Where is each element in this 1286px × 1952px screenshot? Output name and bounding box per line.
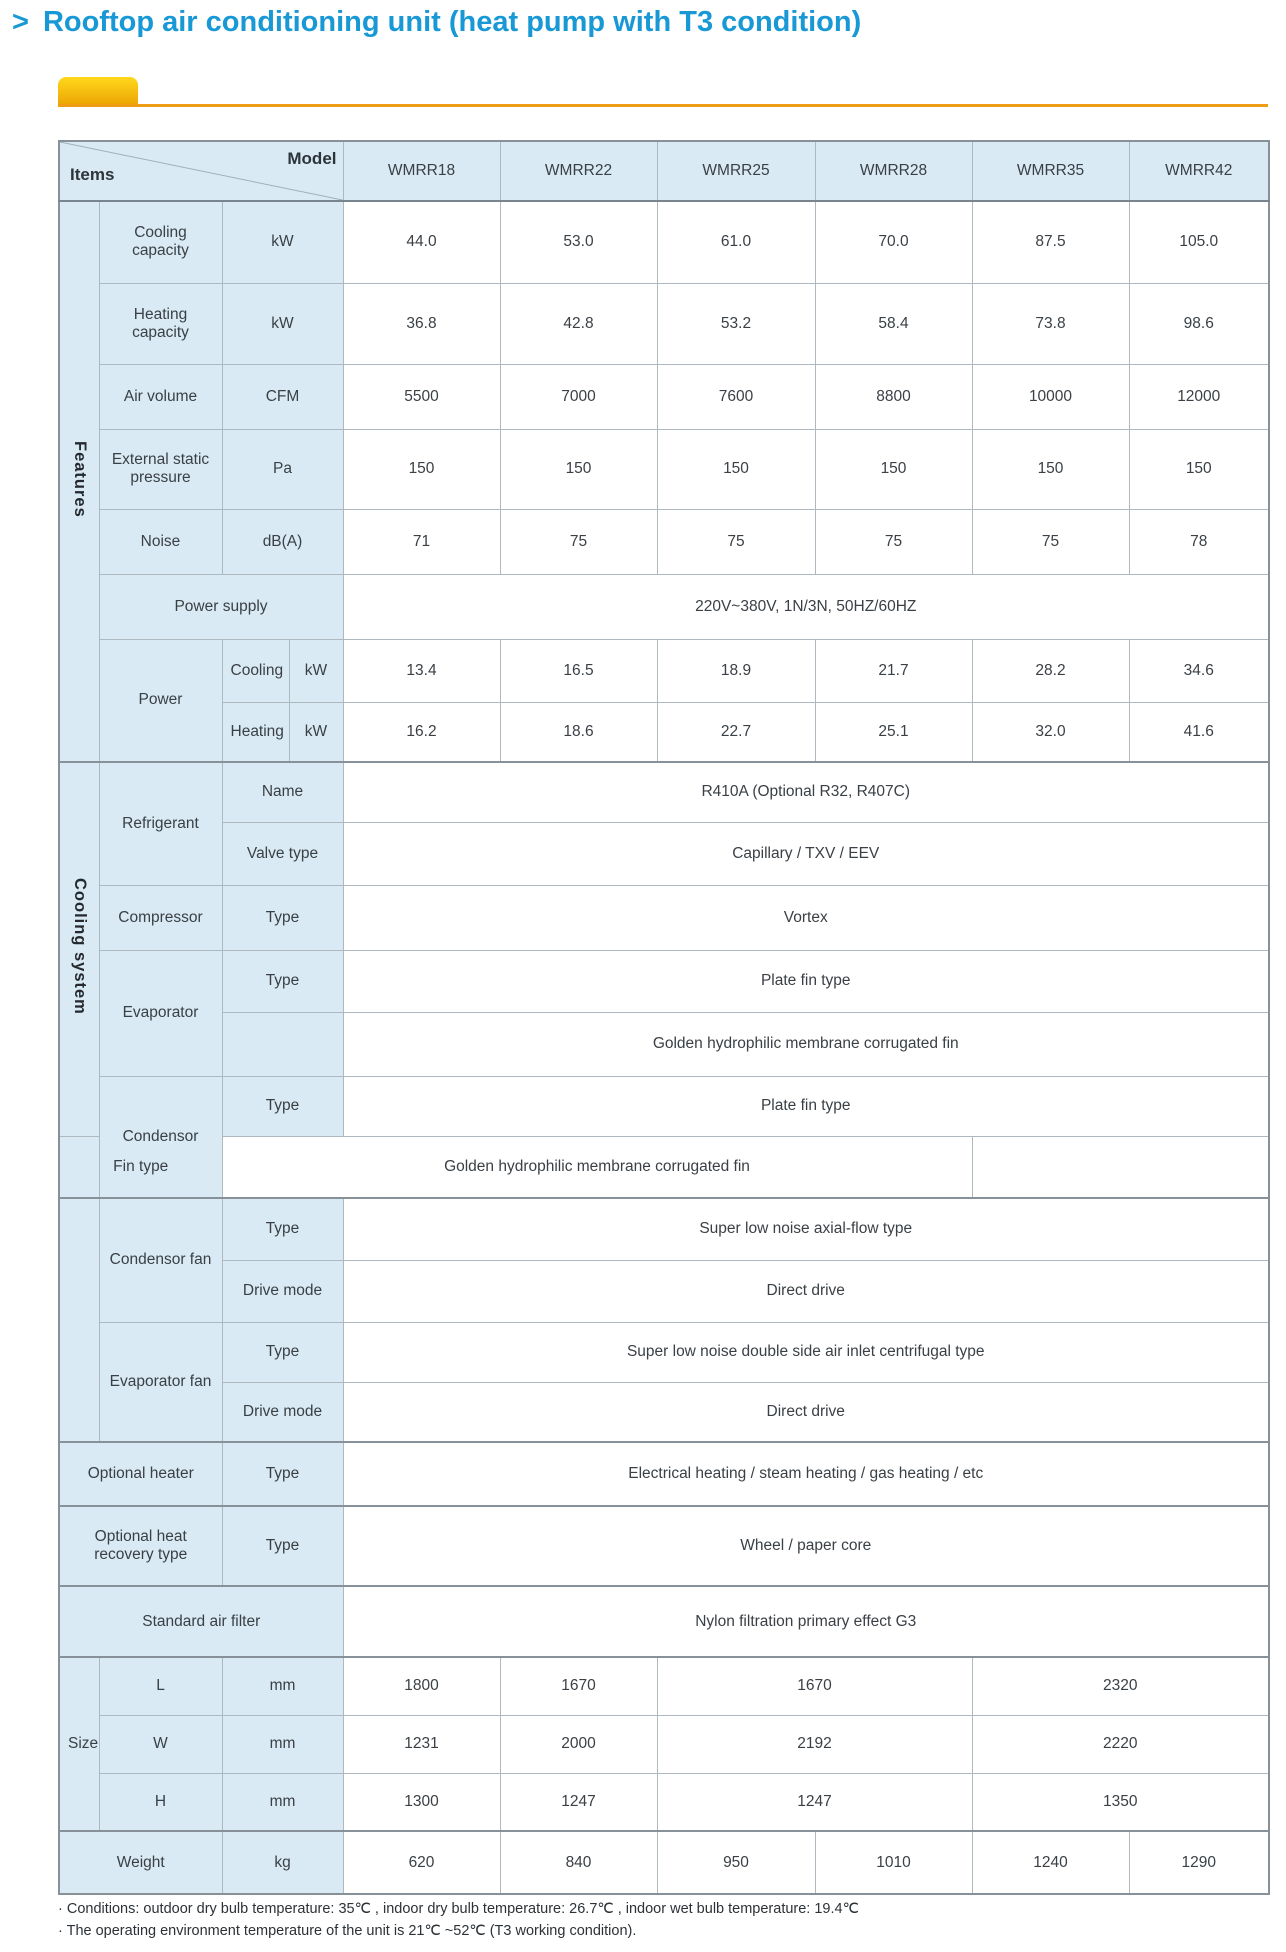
- spec-row-compressor: [59, 885, 1269, 950]
- spec-value: 12000: [1129, 364, 1269, 429]
- model-column-header: WMRR42: [1129, 141, 1269, 201]
- yellow-accent-tab: [58, 77, 138, 104]
- row-sublabel: Type: [222, 885, 343, 950]
- row-label: Evaporator: [99, 950, 222, 1076]
- model-column-header: WMRR18: [343, 141, 500, 201]
- spec-row-air-volume: [59, 364, 1269, 429]
- orange-rule: [58, 104, 1268, 107]
- spec-row-heating-capacity: [59, 283, 1269, 364]
- row-sublabel: Type: [222, 950, 343, 1012]
- spec-value: 1350: [972, 1773, 1269, 1831]
- spec-value: 1240: [972, 1831, 1129, 1894]
- spec-value: 7000: [500, 364, 657, 429]
- spec-value: 150: [1129, 429, 1269, 509]
- row-sublabel: Type: [222, 1506, 343, 1586]
- spec-value: 41.6: [1129, 702, 1269, 762]
- row-label: Optional heater: [59, 1442, 222, 1506]
- spec-value: 2192: [657, 1715, 972, 1773]
- spec-value: 18.6: [500, 702, 657, 762]
- size-group-label: Size: [59, 1657, 99, 1831]
- spec-value: 25.1: [815, 702, 972, 762]
- spec-value: 2320: [972, 1657, 1269, 1715]
- row-label: H: [99, 1773, 222, 1831]
- spec-value: 1010: [815, 1831, 972, 1894]
- spec-value: 13.4: [343, 639, 500, 702]
- row-label: Cooling capacity: [99, 201, 222, 283]
- spec-value: 220V~380V, 1N/3N, 50HZ/60HZ: [343, 574, 1269, 639]
- row-unit: kg: [222, 1831, 343, 1894]
- spec-value: 1670: [657, 1657, 972, 1715]
- cooling-system-group-cell: [59, 762, 99, 1136]
- spec-value: 840: [500, 1831, 657, 1894]
- spec-value: 7600: [657, 364, 815, 429]
- row-sublabel: Heating: [222, 702, 289, 762]
- spec-value: 36.8: [343, 283, 500, 364]
- spec-value: 1300: [343, 1773, 500, 1831]
- spec-value: 75: [972, 509, 1129, 574]
- row-label: Compressor: [99, 885, 222, 950]
- model-column-header: WMRR25: [657, 141, 815, 201]
- row-unit: kW: [222, 201, 343, 283]
- row-label: Standard air filter: [59, 1586, 343, 1657]
- row-sublabel: [222, 1012, 343, 1076]
- spec-value: 105.0: [1129, 201, 1269, 283]
- footnotes: [58, 1898, 1258, 1942]
- spec-row-noise: [59, 509, 1269, 574]
- spec-value: 21.7: [815, 639, 972, 702]
- row-unit: mm: [222, 1715, 343, 1773]
- spec-value: 1290: [1129, 1831, 1269, 1894]
- spec-value: 5500: [343, 364, 500, 429]
- row-label: External static pressure: [99, 429, 222, 509]
- spec-value: 16.5: [500, 639, 657, 702]
- footnote-operating-temperature: · The operating environment temperature of the unit is 21℃ ~52℃ (T3 working condition).: [58, 1923, 637, 1939]
- row-sublabel: Fin type: [59, 1136, 222, 1198]
- page-title-text: Rooftop air conditioning unit (heat pump with T3 condition): [42, 6, 862, 38]
- spec-value: Direct drive: [343, 1382, 1269, 1442]
- spec-value: 8800: [815, 364, 972, 429]
- row-label: Evaporator fan: [99, 1322, 222, 1442]
- spec-row-size-w: [59, 1715, 1269, 1773]
- spec-value: Plate fin type: [343, 1076, 1269, 1136]
- items-label: Items: [70, 165, 115, 184]
- row-unit: Pa: [222, 429, 343, 509]
- fans-group-cell: [59, 1198, 99, 1442]
- spec-row-optional-heater: [59, 1442, 1269, 1506]
- spec-value: 1670: [500, 1657, 657, 1715]
- spec-row-external-static-pressure: [59, 429, 1269, 509]
- spec-value: 16.2: [343, 702, 500, 762]
- title-arrow-icon: >: [12, 6, 29, 38]
- row-unit: kW: [222, 283, 343, 364]
- spec-value: 71: [343, 509, 500, 574]
- spec-value: 22.7: [657, 702, 815, 762]
- model-column-header: WMRR28: [815, 141, 972, 201]
- spec-row-evaporator-fin: [59, 1012, 1269, 1076]
- spec-row-cooling-capacity: [59, 201, 1269, 283]
- spec-value: Vortex: [343, 885, 1269, 950]
- spec-value: 75: [815, 509, 972, 574]
- row-label: Heating capacity: [99, 283, 222, 364]
- spec-row-evaporator-fan-type: [59, 1322, 1269, 1382]
- spec-value: 34.6: [1129, 639, 1269, 702]
- spec-row-power-cooling: [59, 639, 1269, 702]
- row-sublabel: Drive mode: [222, 1260, 343, 1322]
- spec-row-condensor-type: [59, 1076, 1269, 1136]
- row-sublabel: Drive mode: [222, 1382, 343, 1442]
- spec-value: 53.0: [500, 201, 657, 283]
- row-label: Weight: [59, 1831, 222, 1894]
- spec-value: 2000: [500, 1715, 657, 1773]
- row-unit: kW: [289, 702, 343, 762]
- spec-row-power-supply: [59, 574, 1269, 639]
- spec-value: Wheel / paper core: [343, 1506, 1269, 1586]
- row-label: Air volume: [99, 364, 222, 429]
- row-label: Condensor fan: [99, 1198, 222, 1322]
- spec-row-standard-air-filter: [59, 1586, 1269, 1657]
- spec-row-valve-type: [59, 822, 1269, 885]
- spec-table: [58, 140, 1270, 1895]
- spec-value: 1247: [657, 1773, 972, 1831]
- spec-value: 32.0: [972, 702, 1129, 762]
- spec-row-condensor-fan-drive: [59, 1260, 1269, 1322]
- model-label: Model: [287, 149, 337, 168]
- row-sublabel: Type: [222, 1322, 343, 1382]
- spec-value: 150: [343, 429, 500, 509]
- spec-value: 42.8: [500, 283, 657, 364]
- footnote-conditions: · Conditions: outdoor dry bulb temperature: 35℃ , indoor dry bulb temperature: 26.7℃ , indoor wet bulb temperature: 19.4℃: [58, 1901, 859, 1917]
- spec-row-evaporator-type: [59, 950, 1269, 1012]
- spec-row-power-heating: [59, 702, 1269, 762]
- row-sublabel: Valve type: [222, 822, 343, 885]
- spec-value: Direct drive: [343, 1260, 1269, 1322]
- row-label: Condensor: [99, 1076, 222, 1198]
- row-sublabel: Type: [222, 1198, 343, 1260]
- cooling-system-group-label: Cooling system: [70, 878, 89, 1016]
- spec-value: 1231: [343, 1715, 500, 1773]
- spec-value: 620: [343, 1831, 500, 1894]
- spec-value: 58.4: [815, 283, 972, 364]
- spec-value: Golden hydrophilic membrane corrugated fin: [343, 1012, 1269, 1076]
- row-label: W: [99, 1715, 222, 1773]
- corner-cell: [59, 141, 343, 201]
- row-sublabel: Name: [222, 762, 343, 822]
- spec-value: 61.0: [657, 201, 815, 283]
- spec-row-evaporator-fan-drive: [59, 1382, 1269, 1442]
- spec-value: 950: [657, 1831, 815, 1894]
- spec-row-condensor-fin: [59, 1136, 1269, 1198]
- row-unit: CFM: [222, 364, 343, 429]
- spec-value: Nylon filtration primary effect G3: [343, 1586, 1269, 1657]
- features-group-cell: [59, 201, 99, 762]
- spec-value: Super low noise double side air inlet centrifugal type: [343, 1322, 1269, 1382]
- row-sublabel: Type: [222, 1076, 343, 1136]
- spec-value: 53.2: [657, 283, 815, 364]
- row-unit: mm: [222, 1773, 343, 1831]
- spec-value: Plate fin type: [343, 950, 1269, 1012]
- spec-value: 150: [500, 429, 657, 509]
- spec-row-size-h: [59, 1773, 1269, 1831]
- page-title: [12, 6, 861, 39]
- spec-row-size-l: [59, 1657, 1269, 1715]
- row-sublabel: Cooling: [222, 639, 289, 702]
- spec-value: 1800: [343, 1657, 500, 1715]
- row-sublabel: Type: [222, 1442, 343, 1506]
- row-label: Noise: [99, 509, 222, 574]
- spec-value: 150: [657, 429, 815, 509]
- spec-value: 10000: [972, 364, 1129, 429]
- row-label: L: [99, 1657, 222, 1715]
- spec-row-optional-heat-recovery: [59, 1506, 1269, 1586]
- row-label: Power supply: [99, 574, 343, 639]
- spec-row-condensor-fan-type: [59, 1198, 1269, 1260]
- model-column-header: WMRR22: [500, 141, 657, 201]
- row-unit: mm: [222, 1657, 343, 1715]
- spec-value: 98.6: [1129, 283, 1269, 364]
- spec-value: 28.2: [972, 639, 1129, 702]
- spec-row-weight: [59, 1831, 1269, 1894]
- spec-value: Electrical heating / steam heating / gas heating / etc: [343, 1442, 1269, 1506]
- row-unit: kW: [289, 639, 343, 702]
- spec-value: 2220: [972, 1715, 1269, 1773]
- row-unit: dB(A): [222, 509, 343, 574]
- spec-value: 44.0: [343, 201, 500, 283]
- spec-value: R410A (Optional R32, R407C): [343, 762, 1269, 822]
- row-label: Optional heat recovery type: [59, 1506, 222, 1586]
- spec-value: 78: [1129, 509, 1269, 574]
- model-column-header: WMRR35: [972, 141, 1129, 201]
- spec-value: 150: [815, 429, 972, 509]
- spec-value: 75: [657, 509, 815, 574]
- spec-row-refrigerant-name: [59, 762, 1269, 822]
- spec-value: Golden hydrophilic membrane corrugated fin: [222, 1136, 972, 1198]
- spec-value: 75: [500, 509, 657, 574]
- spec-value: 1247: [500, 1773, 657, 1831]
- spec-value: 73.8: [972, 283, 1129, 364]
- row-label: Refrigerant: [99, 762, 222, 885]
- spec-value: 18.9: [657, 639, 815, 702]
- table-header-row: [59, 141, 1269, 201]
- spec-value: Capillary / TXV / EEV: [343, 822, 1269, 885]
- spec-value: 70.0: [815, 201, 972, 283]
- spec-value: Super low noise axial-flow type: [343, 1198, 1269, 1260]
- features-group-label: Features: [70, 440, 89, 518]
- row-label: Power: [99, 639, 222, 762]
- spec-value: 150: [972, 429, 1129, 509]
- spec-value: 87.5: [972, 201, 1129, 283]
